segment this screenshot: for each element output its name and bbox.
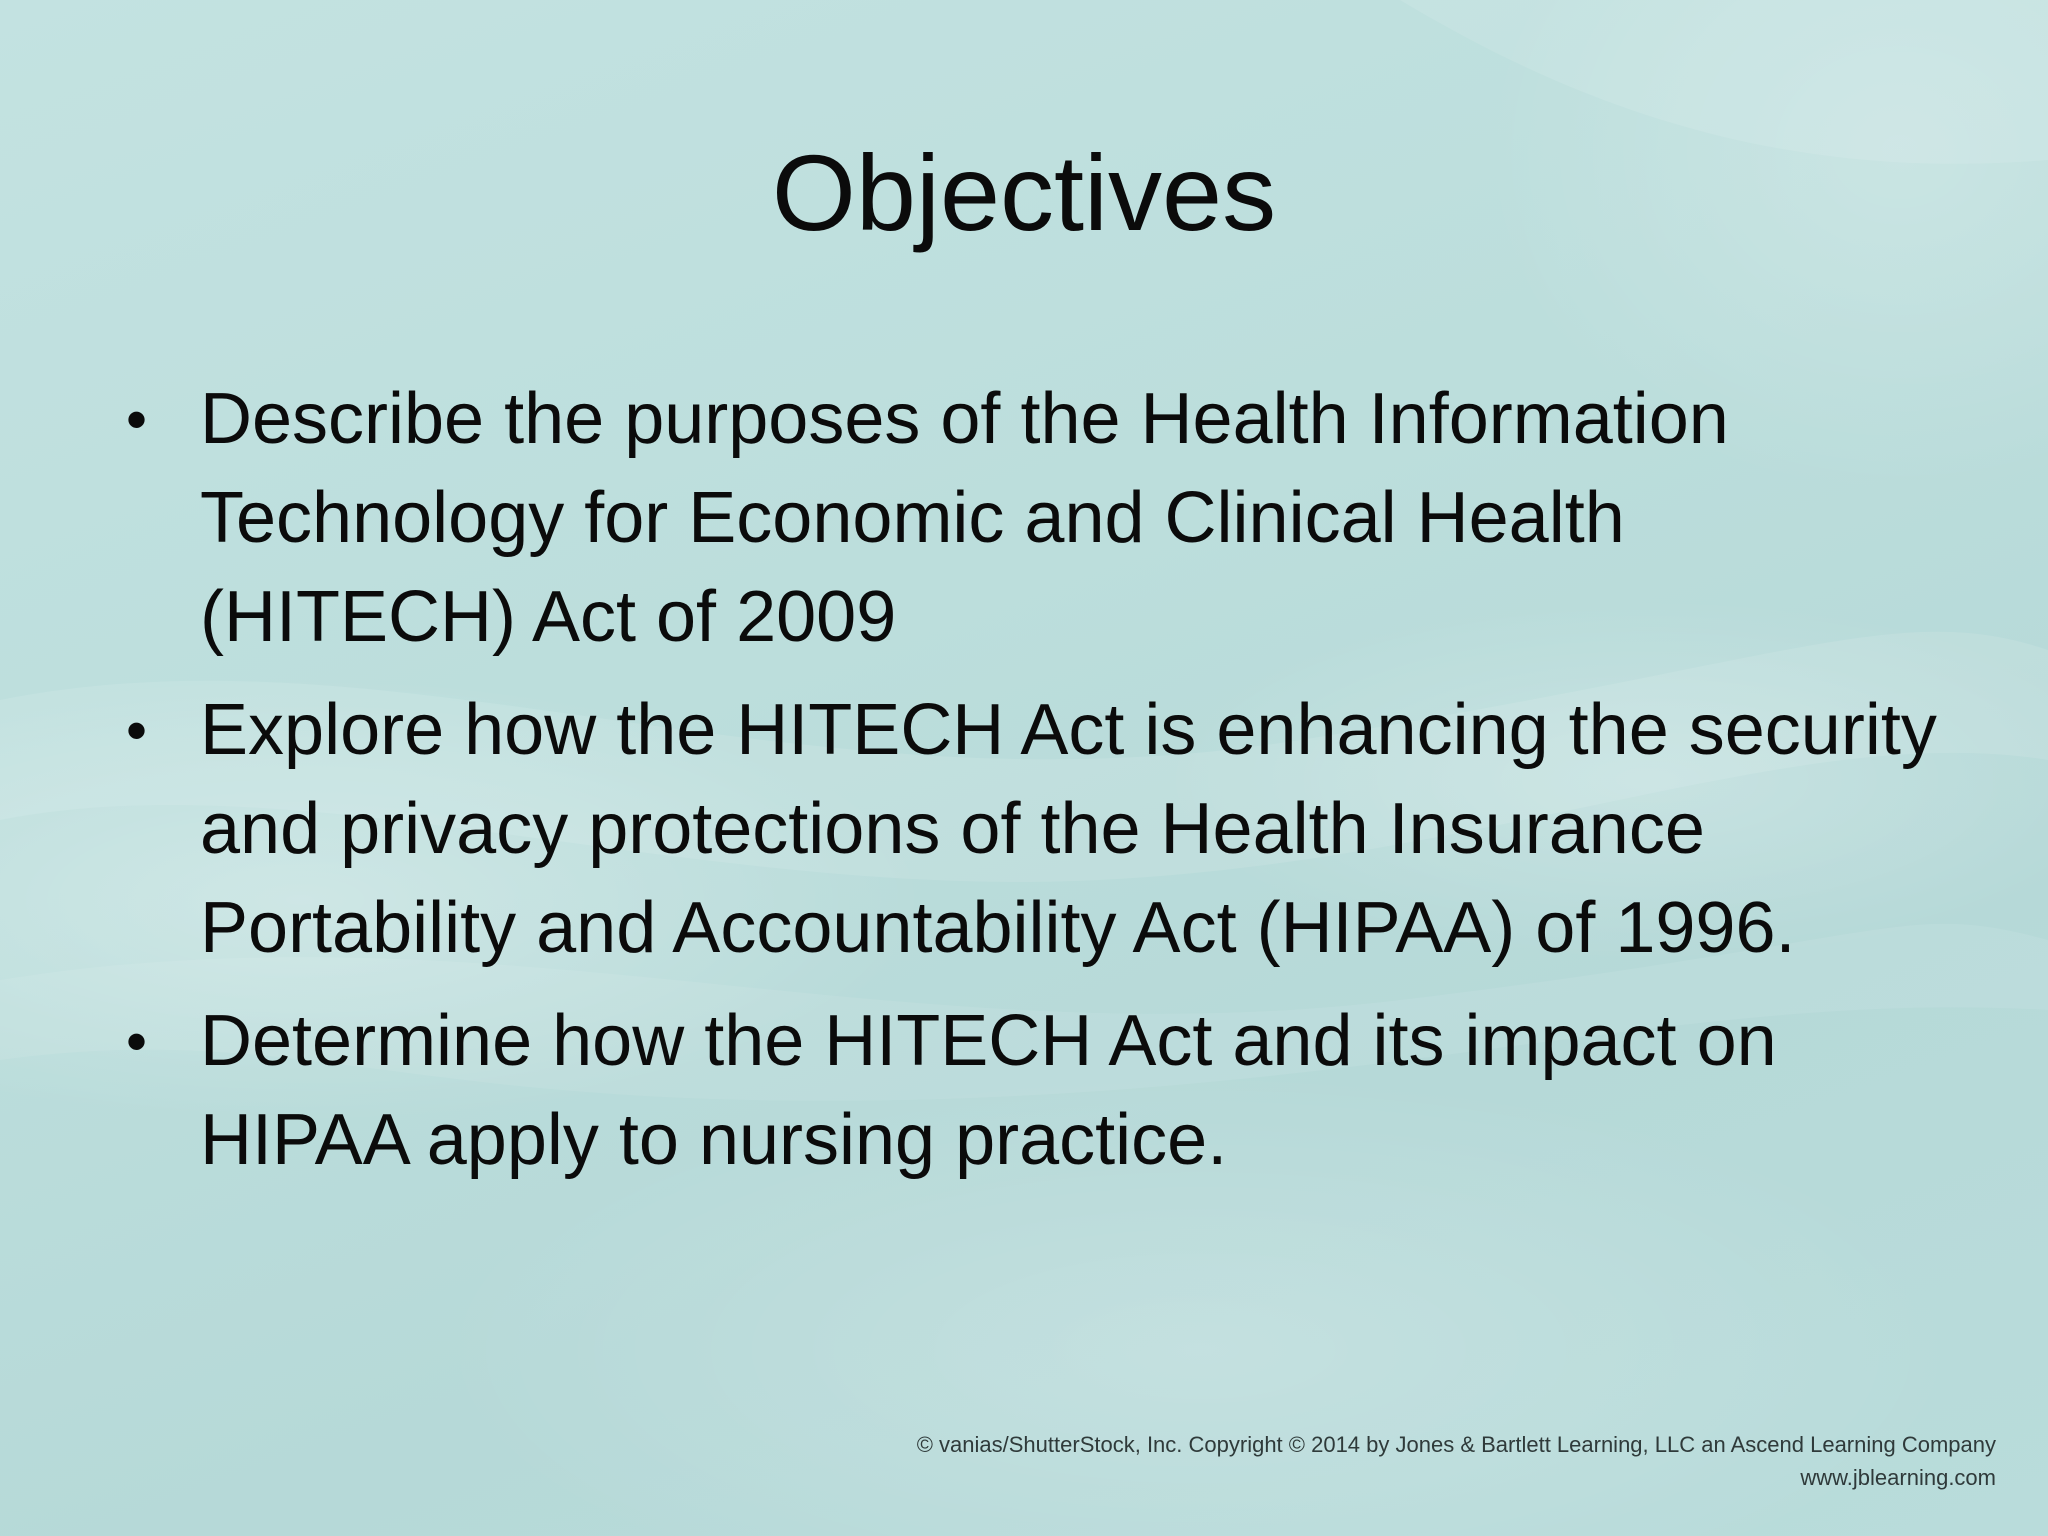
footer bbox=[917, 1428, 1996, 1494]
copyright-notice: © vanias/ShutterStock, Inc. Copyright © 2014 by Jones & Bartlett Learning, LLC an Ascend Learning Company bbox=[916, 1432, 1996, 1457]
bullet-icon: • bbox=[126, 386, 148, 453]
bullet-text: Determine how the HITECH Act and its impact on HIPAA apply to nursing practice. bbox=[200, 1001, 1777, 1180]
bullet-text: Explore how the HITECH Act is enhancing the security and privacy protections of the Health Insurance Portability and Accountability Act (HIPAA) of 1996. bbox=[200, 690, 1937, 968]
bullet-icon: • bbox=[126, 697, 148, 764]
list-item bbox=[120, 992, 1940, 1190]
slide-title: Objectives bbox=[771, 132, 1277, 253]
bullet-text: Describe the purposes of the Health Information Technology for Economic and Clinical Health (HITECH) Act of 2009 bbox=[200, 379, 1729, 657]
bullet-icon: • bbox=[126, 1008, 148, 1075]
objectives-list bbox=[120, 370, 1940, 1204]
list-item bbox=[120, 370, 1940, 667]
website-link: www.jblearning.com bbox=[1800, 1465, 1996, 1490]
list-item bbox=[120, 681, 1940, 978]
